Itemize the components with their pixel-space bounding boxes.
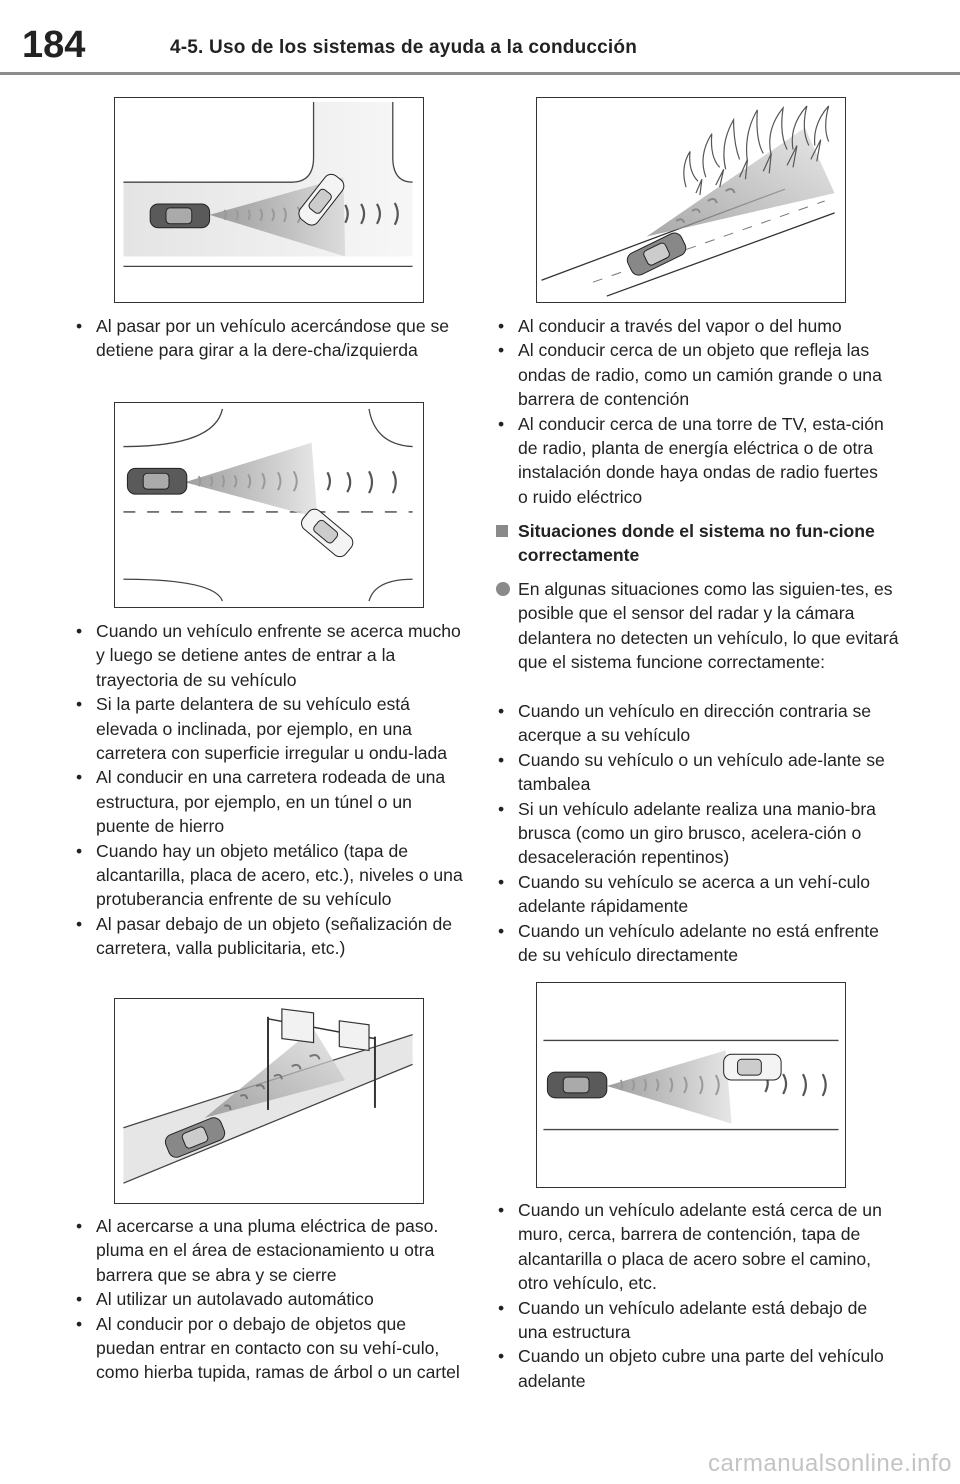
steam-smoke-illustration xyxy=(537,98,845,302)
intro-paragraph-text: En algunas situaciones como las siguien-tes, es posible que el sensor del radar y la cámara delantera no detecten un vehículo, lo que evitará que el sistema funcione correctamente: xyxy=(518,579,899,673)
vehicle-ahead-illustration xyxy=(537,983,845,1187)
figure-vehicle-ahead xyxy=(536,982,846,1188)
list-item: • Al conducir cerca de un objeto que refleja las ondas de radio, como un camión grande o una barrera de contención xyxy=(496,338,892,411)
header-rule xyxy=(0,72,960,75)
list-item: • Si un vehículo adelante realiza una manio-bra brusca (como un giro brusco, acelera-ción o desaceleración repentinos) xyxy=(496,797,892,870)
list-item: • Cuando un vehículo enfrente se acerca mucho y luego se detiene antes de entrar a la trayectoria de su vehículo xyxy=(74,619,466,692)
section-title: 4-5. Uso de los sistemas de ayuda a la conducción xyxy=(170,37,638,58)
circle-marker-icon xyxy=(496,582,510,596)
square-marker-icon xyxy=(496,525,508,537)
page-header xyxy=(0,0,960,74)
bullet-list-right-2 xyxy=(496,699,892,967)
bullet-list-left-2 xyxy=(74,619,466,961)
figure-overhead-sign xyxy=(114,998,424,1204)
list-item: • Al conducir a través del vapor o del humo xyxy=(496,314,892,338)
overhead-sign-illustration xyxy=(115,999,423,1203)
bullet-list-right-1 xyxy=(496,314,892,509)
list-item: • Al acercarse a una pluma eléctrica de paso. pluma en el área de estacionamiento u otra barrera que se abra y se cierre xyxy=(74,1214,466,1287)
list-item: • Cuando un vehículo adelante no está enfrente de su vehículo directamente xyxy=(496,919,892,968)
figure-turning-vehicle xyxy=(114,97,424,303)
section-heading-text: Situaciones donde el sistema no fun-cione correctamente xyxy=(518,521,875,566)
page-number: 184 xyxy=(22,24,86,66)
watermark: carmanualsonline.info xyxy=(708,1450,952,1477)
figure-crossing-vehicle xyxy=(114,402,424,608)
list-item: • Cuando su vehículo o un vehículo ade-lante se tambalea xyxy=(496,748,892,797)
list-item: • Al conducir por o debajo de objetos que puedan entrar en contacto con su vehí-culo, como hierba tupida, ramas de árbol o un cartel xyxy=(74,1312,466,1385)
figure-steam-smoke xyxy=(536,97,846,303)
list-item: • Cuando un vehículo adelante está debajo de una estructura xyxy=(496,1296,892,1345)
list-item: • Al pasar por un vehículo acercándose que se detiene para girar a la dere-cha/izquierda xyxy=(74,314,466,363)
section-heading xyxy=(496,519,908,568)
list-item: • Si la parte delantera de su vehículo está elevada o inclinada, por ejemplo, en una carretera con superficie irregular u ondu-lada xyxy=(74,692,466,765)
list-item: • Cuando su vehículo se acerca a un vehí-culo adelante rápidamente xyxy=(496,870,892,919)
bullet-list-left-1 xyxy=(74,314,466,363)
list-item: • Cuando hay un objeto metálico (tapa de alcantarilla, placa de acero, etc.), niveles o una protuberancia enfrente de su vehículo xyxy=(74,839,466,912)
list-item: • Cuando un objeto cubre una parte del vehículo adelante xyxy=(496,1344,892,1393)
list-item: • Al utilizar un autolavado automático xyxy=(74,1287,466,1311)
list-item: • Cuando un vehículo adelante está cerca de un muro, cerca, barrera de contención, tapa de alcantarilla o placa de acero sobre el camino, otro vehículo, etc. xyxy=(496,1198,892,1296)
list-item: • Al conducir en una carretera rodeada de una estructura, por ejemplo, en un túnel o un puente de hierro xyxy=(74,765,466,838)
crossing-vehicle-illustration xyxy=(115,403,423,607)
list-item: • Al pasar debajo de un objeto (señalización de carretera, valla publicitaria, etc.) xyxy=(74,912,466,961)
list-item: • Al conducir cerca de una torre de TV, esta-ción de radio, planta de energía eléctrica o de otra instalación donde haya ondas de radio fuertes o ruido eléctrico xyxy=(496,412,892,510)
intro-paragraph xyxy=(496,577,910,675)
bullet-list-right-3 xyxy=(496,1198,892,1393)
list-item: • Cuando un vehículo en dirección contraria se acerque a su vehículo xyxy=(496,699,892,748)
bullet-list-left-3 xyxy=(74,1214,466,1385)
turning-vehicle-illustration xyxy=(115,98,423,302)
